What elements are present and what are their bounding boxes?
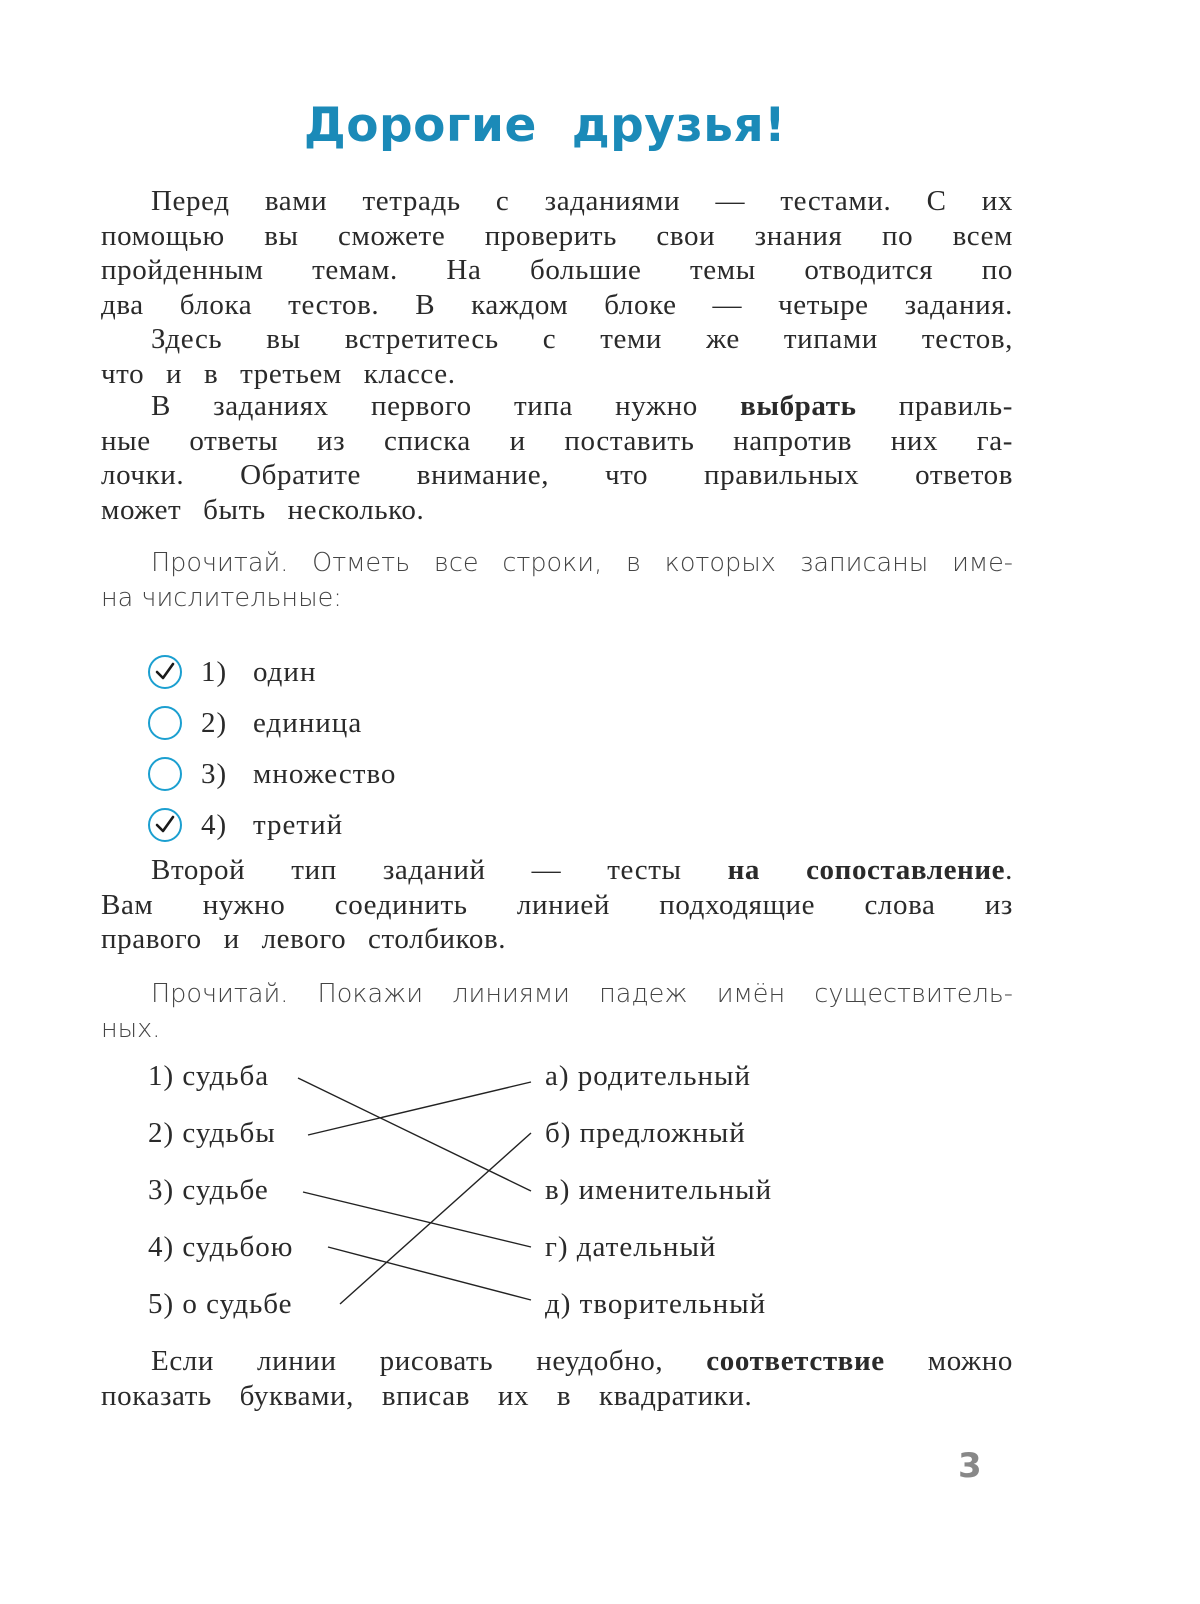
page-title: Дорогие друзья! <box>303 98 787 153</box>
intro-line: два блока тестов. В каждом блоке — четыре задания. <box>101 288 1013 321</box>
type1-line: ные ответы из списка и поставить напротив них га- <box>101 424 1013 457</box>
connection-line <box>298 1078 531 1191</box>
intro-line: Перед вами тетрадь с заданиями — тестами. С их <box>151 185 1013 217</box>
type1-text: правиль- <box>856 390 1013 422</box>
intro-line: что и в третьем классе. <box>101 357 456 390</box>
option-number: 1) <box>201 655 228 688</box>
type2-paragraph <box>101 853 1013 957</box>
type2-line <box>101 853 1013 888</box>
option-item[interactable] <box>148 701 362 745</box>
right-case[interactable]: в) именительный <box>545 1174 773 1206</box>
type1-line <box>101 389 1013 424</box>
left-word[interactable]: 1) судьба <box>148 1060 270 1092</box>
intro-line: пройденным темам. На большие темы отводится по <box>101 254 1013 286</box>
check-icon <box>154 814 176 836</box>
matching-exercise <box>148 1060 1008 1330</box>
connection-line <box>340 1133 531 1304</box>
option-item[interactable] <box>148 803 343 847</box>
instruction-line: на числительные: <box>101 582 342 613</box>
left-word[interactable]: 5) о судьбе <box>148 1288 293 1320</box>
type2-text: . <box>1005 854 1014 886</box>
type1-paragraph <box>101 389 1013 527</box>
checkbox-circle[interactable] <box>148 808 182 842</box>
empty-circle[interactable] <box>148 757 182 791</box>
page-number: 3 <box>958 1446 982 1486</box>
left-word[interactable]: 4) судьбою <box>148 1231 294 1263</box>
option-number: 2) <box>201 706 228 739</box>
type2-text: Второй тип заданий — тесты <box>151 854 728 886</box>
closing-line: показать буквами, вписав их в квадратики. <box>101 1379 753 1412</box>
intro-line: Здесь вы встретитесь с теми же типами тестов, <box>151 323 1013 355</box>
option-word: единица <box>253 706 363 739</box>
option-number: 3) <box>201 757 228 790</box>
option-word: один <box>253 655 317 688</box>
closing-text: Если линии рисовать неудобно, <box>151 1345 707 1377</box>
closing-paragraph <box>101 1344 1013 1413</box>
right-case[interactable]: а) родительный <box>545 1060 751 1092</box>
instruction-line: ных. <box>101 1013 161 1044</box>
connection-line <box>303 1192 531 1247</box>
intro-line: помощью вы сможете проверить свои знания по всем <box>101 219 1013 252</box>
option-word: множество <box>253 757 397 790</box>
instruction-line: Прочитай. Покажи линиями падеж имён существитель- <box>151 979 1013 1009</box>
type1-line: может быть несколько. <box>101 493 425 526</box>
option-item[interactable] <box>148 752 396 796</box>
intro-paragraph <box>101 184 1013 391</box>
left-word[interactable]: 3) судьбе <box>148 1174 269 1206</box>
right-case[interactable]: б) предложный <box>545 1117 746 1149</box>
option-word: третий <box>253 808 344 841</box>
type2-line: правого и левого столбиков. <box>101 923 507 955</box>
type2-line: Вам нужно соединить линией подходящие слова из <box>101 888 1013 921</box>
example1-instruction <box>101 546 1013 615</box>
closing-line <box>101 1344 1013 1379</box>
type1-bold-term: выбрать <box>740 390 857 422</box>
type1-line: лочки. Обратите внимание, что правильных ответов <box>101 459 1013 491</box>
example2-instruction <box>101 977 1013 1046</box>
type2-bold-term: на сопоставление <box>727 854 1006 886</box>
type1-text: В заданиях первого типа нужно <box>151 390 741 422</box>
closing-bold-term: соответствие <box>706 1345 885 1377</box>
connection-line <box>308 1082 531 1135</box>
check-icon <box>154 661 176 683</box>
right-case[interactable]: г) дательный <box>545 1231 717 1263</box>
option-number: 4) <box>201 808 228 841</box>
closing-text: можно <box>884 1345 1013 1377</box>
empty-circle[interactable] <box>148 706 182 740</box>
right-case[interactable]: д) творительный <box>545 1288 767 1320</box>
left-word[interactable]: 2) судьбы <box>148 1117 276 1149</box>
instruction-line: Прочитай. Отметь все строки, в которых записаны име- <box>151 548 1013 578</box>
connection-line <box>328 1247 531 1300</box>
checkbox-circle[interactable] <box>148 655 182 689</box>
option-item[interactable] <box>148 650 316 694</box>
